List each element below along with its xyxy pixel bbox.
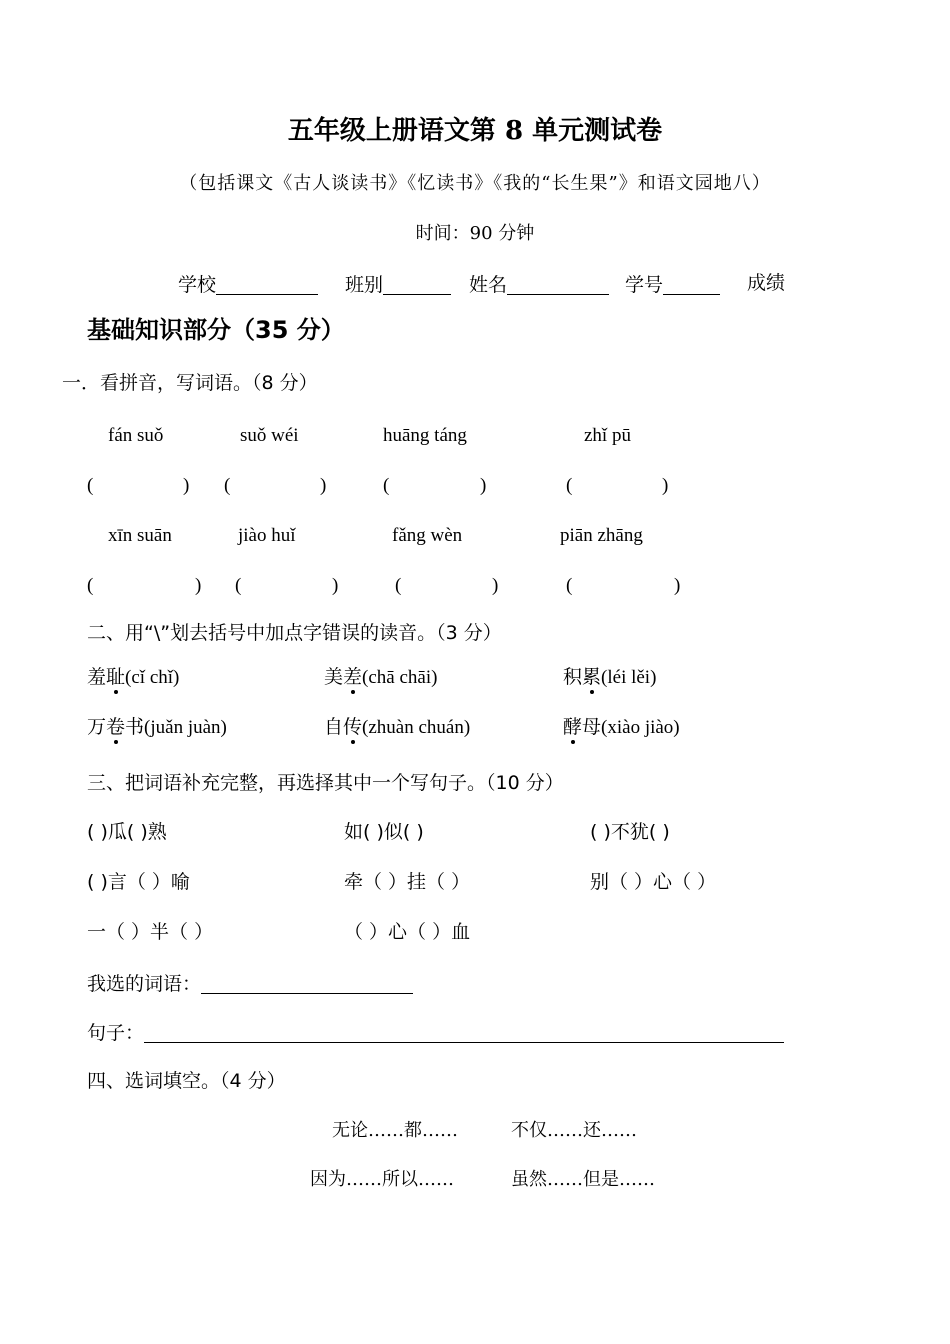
answer-paren-close: ) <box>332 575 339 596</box>
pinyin-item: fán suǒ <box>108 425 164 446</box>
answer-paren-open: ( <box>395 575 402 596</box>
idiom-blank[interactable]: 一（ ）半（ ） <box>87 921 214 943</box>
idiom-blank[interactable]: 牵（ ）挂（ ） <box>344 871 471 893</box>
pinyin-item: jiào huǐ <box>238 525 296 546</box>
idiom-blank[interactable]: ( )不犹( ) <box>590 821 670 843</box>
page-subtitle: （包括课文《古人谈读书》《忆读书》《我的“长生果”》和语文园地八） <box>179 173 771 194</box>
answer-paren-close: ) <box>195 575 202 596</box>
pinyin-item: fǎng wèn <box>392 525 463 546</box>
answer-paren-open: ( <box>383 475 390 496</box>
idiom-blank[interactable]: 如( )似( ) <box>344 821 424 843</box>
char: 自 <box>324 716 344 738</box>
reading-item <box>324 668 437 687</box>
section-title: 基础知识部分（35 分） <box>87 316 345 344</box>
pinyin-item: huāng táng <box>383 425 467 446</box>
info-school <box>178 274 318 295</box>
chosen-word-line <box>87 973 413 994</box>
answer-paren-open: ( <box>87 575 94 596</box>
reading-item <box>563 718 680 737</box>
chosen-word-label: 我选的词语： <box>87 973 202 995</box>
answer-paren-open: ( <box>566 475 573 496</box>
char: 母 <box>582 716 602 738</box>
answer-paren-close: ) <box>674 575 681 596</box>
page-title: 五年级上册语文第 8 单元测试卷 <box>287 116 663 146</box>
school-blank[interactable] <box>216 274 318 295</box>
pinyin-item: piān zhāng <box>560 525 643 546</box>
pinyin-choices[interactable]: (léi lěi) <box>601 667 657 688</box>
answer-paren-close: ) <box>492 575 499 596</box>
exam-time: 时间：90 分钟 <box>415 223 535 244</box>
reading-item <box>87 668 179 687</box>
answer-paren-close: ) <box>183 475 190 496</box>
pinyin-choices[interactable]: (cǐ chǐ) <box>125 667 180 688</box>
char: 万 <box>87 716 107 738</box>
sentence-blank[interactable] <box>144 1022 784 1043</box>
reading-item <box>563 668 656 687</box>
idiom-blank[interactable]: ( )言（ ）喻 <box>87 871 190 893</box>
info-label: 学号 <box>625 274 664 296</box>
char: 书 <box>125 716 145 738</box>
answer-paren-open: ( <box>235 575 242 596</box>
reading-item <box>87 718 227 737</box>
char: 羞 <box>87 666 107 688</box>
pinyin-choices[interactable]: (zhuàn chuán) <box>362 717 471 738</box>
name-blank[interactable] <box>507 274 609 295</box>
answer-paren-close: ) <box>320 475 327 496</box>
info-label: 班别 <box>345 274 384 296</box>
class-blank[interactable] <box>383 274 451 295</box>
pinyin-item: suǒ wéi <box>240 425 299 446</box>
info-score <box>747 274 785 293</box>
char: 美 <box>324 666 344 688</box>
q1-title: 一．看拼音，写词语。（8 分） <box>62 372 318 394</box>
pinyin-choices[interactable]: (chā chāi) <box>362 667 438 688</box>
dotted-char: 耻 <box>106 666 126 688</box>
dotted-char: 卷 <box>106 716 126 738</box>
q4-title: 四、选词填空。（4 分） <box>87 1070 286 1092</box>
pinyin-item: xīn suān <box>108 525 172 546</box>
info-label: 成绩 <box>747 272 786 294</box>
answer-paren-open: ( <box>566 575 573 596</box>
pinyin-choices[interactable]: (xiào jiào) <box>601 717 680 738</box>
reading-item <box>324 718 470 737</box>
info-name <box>469 274 609 295</box>
dotted-char: 酵 <box>563 716 583 738</box>
dotted-char: 累 <box>582 666 602 688</box>
char: 积 <box>563 666 583 688</box>
sentence-label: 句子： <box>87 1022 145 1044</box>
conjunction-pair: 虽然……但是…… <box>511 1169 655 1190</box>
pinyin-item: zhǐ pū <box>584 425 631 446</box>
q3-title: 三、把词语补充完整，再选择其中一个写句子。（10 分） <box>87 772 564 794</box>
answer-paren-close: ) <box>480 475 487 496</box>
answer-paren-open: ( <box>87 475 94 496</box>
pinyin-choices[interactable]: (juǎn juàn) <box>144 717 227 738</box>
idiom-blank[interactable]: 别（ ）心（ ） <box>590 871 717 893</box>
sentence-line <box>87 1022 784 1043</box>
info-label: 姓名 <box>469 274 508 296</box>
chosen-word-blank[interactable] <box>201 973 413 994</box>
info-number <box>625 274 720 295</box>
q2-title: 二、用“\”划去括号中加点字错误的读音。（3 分） <box>87 622 502 644</box>
info-class <box>345 274 451 295</box>
answer-paren-close: ) <box>662 475 669 496</box>
answer-paren-open: ( <box>224 475 231 496</box>
dotted-char: 差 <box>343 666 363 688</box>
conjunction-pair: 因为……所以…… <box>310 1169 454 1190</box>
idiom-blank[interactable]: （ ）心（ ）血 <box>344 921 471 943</box>
dotted-char: 传 <box>343 716 363 738</box>
number-blank[interactable] <box>663 274 720 295</box>
idiom-blank[interactable]: ( )瓜( )熟 <box>87 821 167 843</box>
conjunction-pair: 无论……都…… <box>332 1120 458 1141</box>
conjunction-pair: 不仅……还…… <box>511 1120 637 1141</box>
info-label: 学校 <box>178 274 217 296</box>
